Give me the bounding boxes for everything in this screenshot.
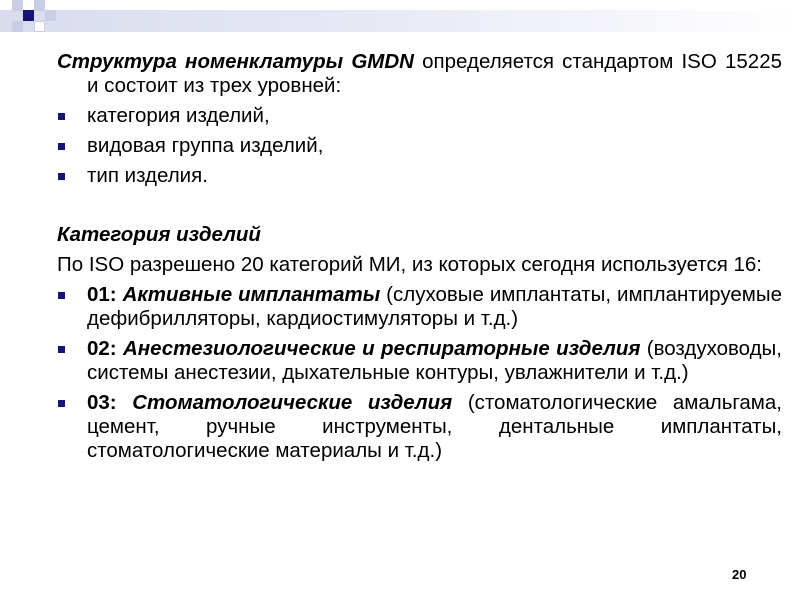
category-description: (слуховые имплантаты, имплантируемые дефибрилляторы, кардиостимуляторы и т.д.) <box>87 283 782 330</box>
header-square-white <box>34 21 45 32</box>
square-bullet-icon <box>58 173 65 180</box>
level-item <box>57 164 782 188</box>
header-square-dark <box>23 10 34 21</box>
category-text: По ISO разрешено 20 категорий МИ, из которых сегодня используется 16: <box>57 253 762 276</box>
header-square-light <box>12 0 23 11</box>
header-square-light <box>12 21 23 32</box>
level-item <box>57 134 782 158</box>
header-gradient-bar <box>0 10 800 32</box>
category-heading: Категория изделий <box>57 223 261 246</box>
intro-paragraph <box>57 50 782 98</box>
category-item <box>57 283 782 331</box>
page-number: 20 <box>732 567 747 582</box>
slide-body <box>57 50 782 463</box>
category-name: Стоматологические изделия <box>132 391 453 414</box>
square-bullet-icon <box>58 400 65 407</box>
square-bullet-icon <box>58 292 65 299</box>
square-bullet-icon <box>58 346 65 353</box>
intro-title: Структура номенклатуры GMDN <box>57 50 414 73</box>
category-code: 03: <box>87 391 117 414</box>
category-code: 01: <box>87 283 117 306</box>
level-label: видовая группа изделий, <box>87 134 324 157</box>
category-item <box>57 391 782 463</box>
level-label: тип изделия. <box>87 164 208 187</box>
square-bullet-icon <box>58 113 65 120</box>
square-bullet-icon <box>58 143 65 150</box>
intro-text: определяется стандартом ISO 15225 и состоит из трех уровней: <box>87 50 783 97</box>
header-square-light <box>45 10 56 21</box>
header-square-light <box>34 0 45 11</box>
category-code: 02: <box>87 337 117 360</box>
level-label: категория изделий, <box>87 104 270 127</box>
category-name: Анестезиологические и респираторные изделия <box>122 337 641 360</box>
category-description: (воздуховоды, системы анестезии, дыхательные контуры, увлажнители и т.д.) <box>87 337 782 384</box>
category-name: Активные имплантаты <box>122 283 381 306</box>
category-item <box>57 337 782 385</box>
category-description: (стоматологические амальгама, цемент, ручные инструменты, дентальные имплантаты, стоматологические материалы и т.д.) <box>87 391 782 462</box>
level-item <box>57 104 782 128</box>
